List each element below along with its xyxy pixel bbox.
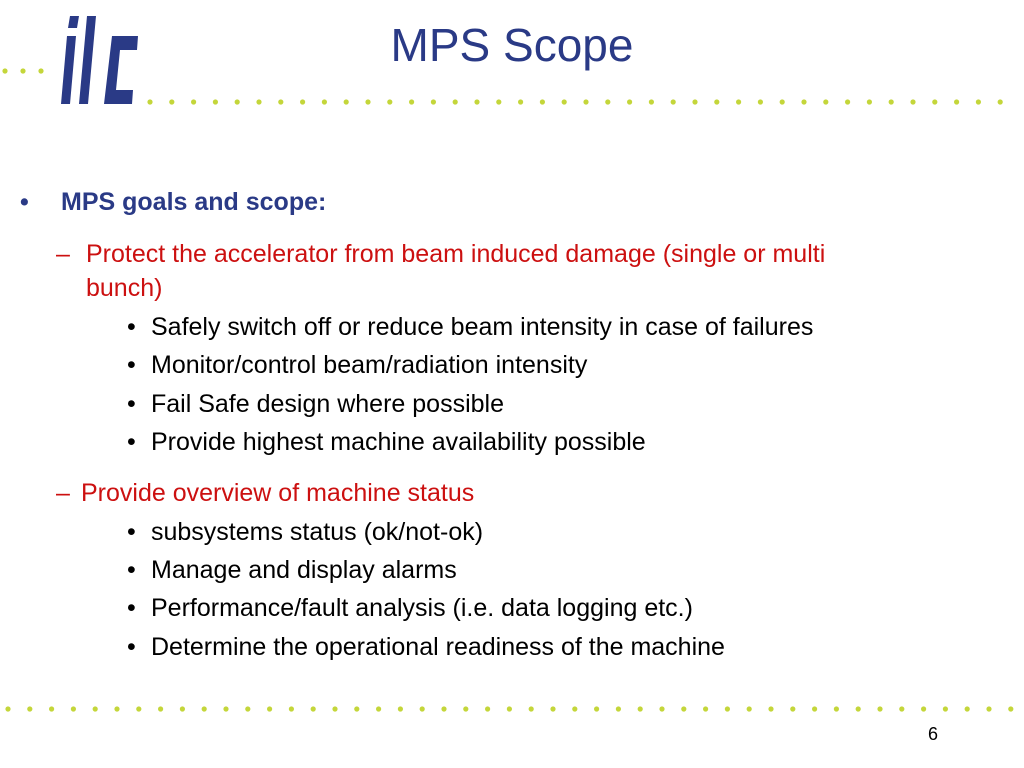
- section2-item: Performance/fault analysis (i.e. data logging etc.): [151, 594, 693, 622]
- section1-heading-line2: bunch): [86, 274, 163, 302]
- main-bullet: •: [20, 188, 29, 216]
- section2-heading: Provide overview of machine status: [81, 479, 475, 507]
- section1-item: Monitor/control beam/radiation intensity: [151, 351, 588, 379]
- section1-bullet: •: [127, 390, 136, 418]
- section1-heading-line1: Protect the accelerator from beam induced damage (single or multi: [86, 240, 826, 268]
- section2-bullet: •: [127, 518, 136, 546]
- section2-dash: –: [56, 479, 70, 507]
- section1-bullet: •: [127, 428, 136, 456]
- section2-bullet: •: [127, 556, 136, 584]
- section2-item: Manage and display alarms: [151, 556, 457, 584]
- section1-bullet: •: [127, 313, 136, 341]
- section1-item: Fail Safe design where possible: [151, 390, 504, 418]
- section2-item: subsystems status (ok/not-ok): [151, 518, 484, 546]
- section2-item: Determine the operational readiness of the machine: [151, 633, 725, 661]
- main-heading: MPS goals and scope:: [61, 188, 327, 216]
- section1-bullet: •: [127, 351, 136, 379]
- page-number: 6: [927, 724, 938, 744]
- section1-item: Safely switch off or reduce beam intensity in case of failures: [151, 313, 814, 341]
- section1-item: Provide highest machine availability possible: [151, 428, 646, 456]
- section2-bullet: •: [127, 594, 136, 622]
- section2-bullet: •: [127, 633, 136, 661]
- section1-dash: –: [56, 240, 70, 268]
- slide-title: MPS Scope: [390, 19, 634, 71]
